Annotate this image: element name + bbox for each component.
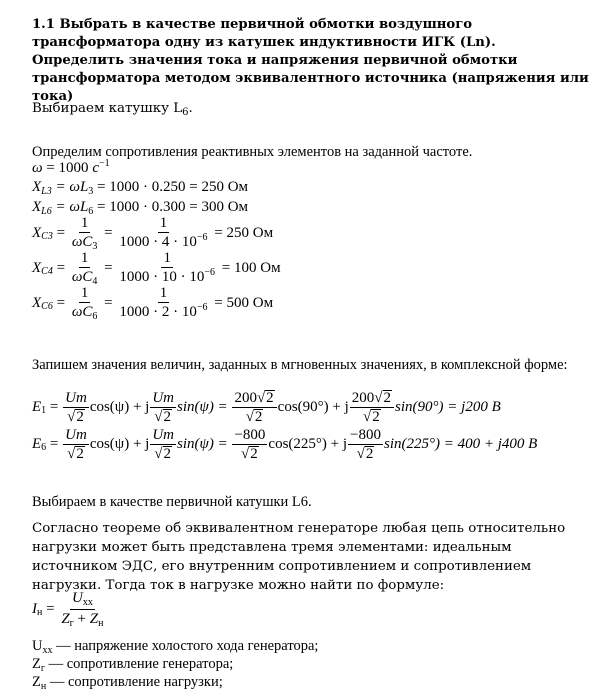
complex-intro: Запишем значения величин, заданных в мгновенных значениях, в комплексной форме: [32,357,568,373]
xl6-formula: $X_{L6} = \omega L_6 = 1000 \cdot 0.300 = 300$ Ом [32,199,249,217]
resist-intro: Определим сопротивления реактивных элементов на заданной частоте. [32,144,473,160]
xc3-formula: X C3 = $\frac{1}{\omega C_3}$ = $\frac{1}{1000 \cdot 4 \cdot 10^{-6}}$ = 250 Ом [32,215,274,252]
xc4-fraction-2: $\frac{1}{1000 \cdot 10 \cdot 10^{-6}}$ [119,250,216,285]
omega-formula: ω = 1000 $c^{-1}$ [32,158,110,176]
theorem-paragraph: Согласно теореме об эквивалентном генераторе любая цепь относительно нагрузки может быть представлена тремя элементами: идеальным источником ЭДС, его внутренним сопротивлением и сопротивлением нагрузки. Тогда ток в нагрузке можно найти по формуле: [32,521,566,593]
def-uxx: $U_{xx}$ — напряжение холостого хода генератора; [32,638,319,656]
xl3-formula: $X_{L3} = \omega L_3 = 1000 \cdot 0.250 = 250$ Ом [32,179,249,197]
primary-choice: Выбираем в качестве первичной катушки L6. [32,494,312,510]
xc3-fraction-2: $\frac{1}{1000 \cdot 4 \cdot 10^{-6}}$ [119,215,208,250]
e1-formula: E 1 = Um √ 2 cos(ψ) + j Um √ 2 sin(ψ) = 200√ 2 √ 2 cos(90°) + j 200√ 2 √ 2 sin(90°) = j200 В [32,390,501,425]
xc4-fraction-1: $\frac{1}{\omega C_4}$ [71,250,98,287]
xc4-formula: X C4 = $\frac{1}{\omega C_4}$ = $\frac{1}{1000 \cdot 10 \cdot 10^{-6}}$ = 100 Ом [32,250,281,287]
xc6-fraction-2: $\frac{1}{1000 \cdot 2 \cdot 10^{-6}}$ [119,285,208,320]
def-zn: $Z_н$ — сопротивление нагрузки; [32,674,223,692]
xc6-fraction-1: $\frac{1}{\omega C_6}$ [71,285,98,322]
xc3-fraction-1: $\frac{1}{\omega C_3}$ [71,215,98,252]
e6-formula: E 6 = Um √ 2 cos(ψ) + j Um √ 2 sin(ψ) = −800 √ 2 cos(225°) + j −800 √ 2 sin(225°) = 400 + j400 В [32,427,538,462]
def-zg: $Z_г$ — сопротивление генератора; [32,656,234,674]
section-heading: 1.1 Выбрать в качестве первичной обмотки воздушного трансформатора одну из катушек индуктивности ИГК (Ln). Определить значения тока и напряжения первичной обмотки трансформатора методом эквивалентного источника (напряжения или тока) [32,17,589,104]
xc6-formula: X C6 = $\frac{1}{\omega C_6}$ = $\frac{1}{1000 \cdot 2 \cdot 10^{-6}}$ = 500 Ом [32,285,274,322]
choose-coil-line: Выбираем катушку $L_6$. [32,101,193,118]
current-formula: I н = $\frac{U_{xx}}{Z_г + Z_н}$ [32,590,104,629]
